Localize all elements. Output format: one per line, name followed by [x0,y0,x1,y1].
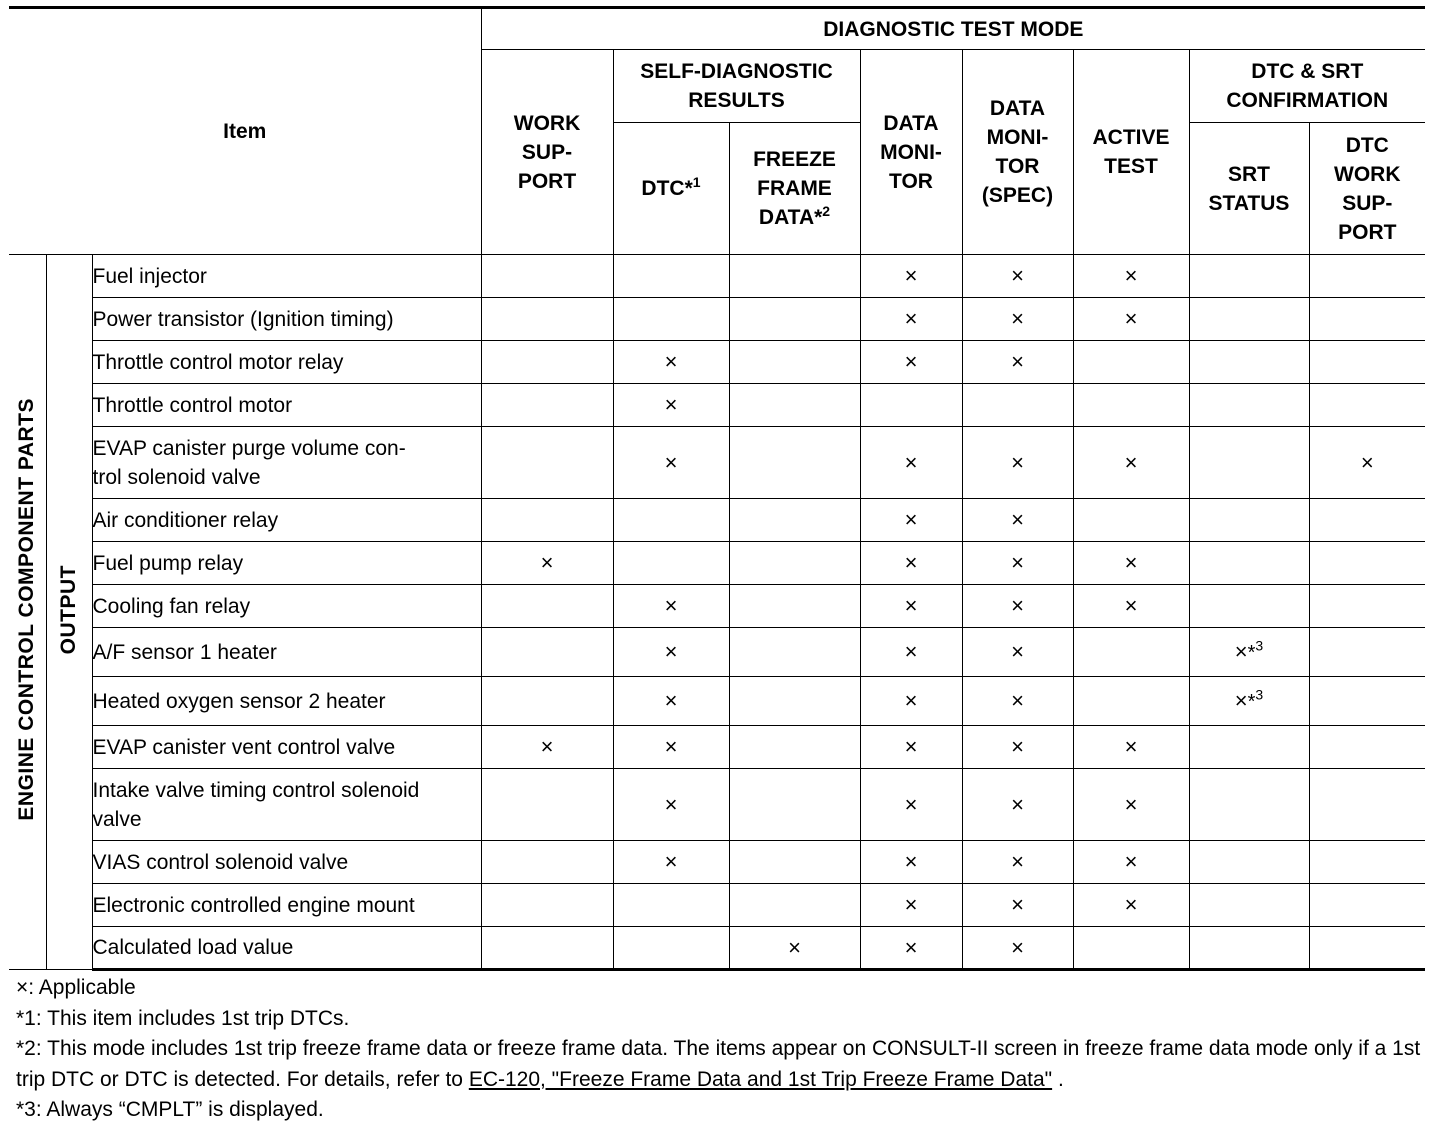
header-diagnostic-test-mode: DIAGNOSTIC TEST MODE [481,8,1425,50]
applicable-mark: × [1011,688,1024,713]
mark-cell [613,542,729,585]
mark-cell [962,255,1073,298]
mark-cell [613,384,729,427]
applicable-mark: × [904,263,918,288]
applicable-mark: × [1124,449,1138,475]
mark-cell [860,384,962,427]
applicable-mark: × [1011,349,1024,374]
applicable-mark: × [1011,791,1024,817]
item-name: Calculated load value [92,927,481,970]
mark-cell [962,298,1073,341]
mark-cell [729,341,860,384]
mark-cell [962,427,1073,499]
mark-cell [613,341,729,384]
table-row [9,542,1425,585]
group-label: ENGINE CONTROL COMPONENT PARTS [15,398,39,821]
item-name: Power transistor (Ignition timing) [92,298,481,341]
applicable-mark: × [664,449,678,475]
applicable-mark: × [904,934,918,960]
applicable-mark: × [1124,593,1138,618]
applicable-mark: × [1124,849,1138,874]
diagnostic-test-mode-table [9,6,1425,971]
table-row [9,769,1425,841]
applicable-mark: × [1011,263,1024,288]
applicable-mark: × [904,306,918,331]
applicable-mark: × [540,550,554,575]
mark-cell [1309,499,1425,542]
applicable-mark: × [904,892,918,917]
header-data-monitor-spec: DATA MONI- TOR (SPEC) [962,50,1073,255]
mark-cell [613,841,729,884]
applicable-mark: × [664,849,678,874]
mark-cell [613,298,729,341]
mark-cell [481,298,613,341]
item-name: Cooling fan relay [92,585,481,628]
mark-cell [962,884,1073,927]
applicable-mark: × [1011,449,1024,475]
subgroup-label: OUTPUT [57,564,80,655]
mark-cell [481,841,613,884]
applicable-mark: × [664,593,678,618]
mark-cell [1309,769,1425,841]
header-work-support: WORK SUP- PORT [481,50,613,255]
note-1: *1: This item includes 1st trip DTCs. [16,1006,350,1030]
table-row [9,298,1425,341]
mark-cell [729,769,860,841]
item-name: Air conditioner relay [92,499,481,542]
mark-cell [1073,726,1189,769]
header-data-monitor: DATA MONI- TOR [860,50,962,255]
mark-cell [860,726,962,769]
item-name: EVAP canister purge volume con- trol solenoid valve [92,427,481,499]
mark-cell [1073,298,1189,341]
table-row [9,677,1425,726]
mark-cell [1189,384,1309,427]
header-srt-status: SRT STATUS [1189,123,1309,255]
applicable-mark: × [664,734,678,759]
mark-cell [1073,585,1189,628]
applicable-mark: × [540,734,554,759]
mark-cell [481,255,613,298]
table-row [9,255,1425,298]
note-2: *2: This mode includes 1st trip freeze frame data or freeze frame data. The items appear on CONSULT-II screen in freeze frame data mode only if a 1st trip DTC or DTC is detected. For details, refer to EC-120, "Freeze Frame Data and 1st Trip Freeze Frame Data" . [16,1037,1421,1091]
table-row [9,884,1425,927]
mark-cell [1189,427,1309,499]
table-body [9,255,1425,970]
mark-cell [962,927,1073,970]
mark-cell [962,384,1073,427]
mark-cell [1073,841,1189,884]
mark-cell [860,677,962,726]
mark-cell [1189,769,1309,841]
header-freeze-frame-data: FREEZE FRAME DATA*$^2$ [729,123,860,255]
mark-cell [860,341,962,384]
mark-cell [1073,884,1189,927]
item-name: VIAS control solenoid valve [92,841,481,884]
mark-cell [860,628,962,677]
table-row [9,499,1425,542]
applicable-mark: × [1234,639,1248,664]
mark-cell [962,542,1073,585]
mark-cell [481,585,613,628]
item-name: EVAP canister vent control valve [92,726,481,769]
mark-cell [860,769,962,841]
mark-cell [1309,841,1425,884]
mark-cell [729,384,860,427]
mark-cell [1309,884,1425,927]
applicable-mark: × [904,349,918,374]
mark-cell [729,677,860,726]
mark-cell [613,927,729,970]
mark-cell [962,628,1073,677]
table-row [9,628,1425,677]
mark-cell [860,427,962,499]
mark-cell [1189,841,1309,884]
header-dtc-srt-confirmation: DTC & SRT CONFIRMATION [1189,50,1425,123]
mark-cell [729,542,860,585]
mark-cell [613,677,729,726]
mark-cell [962,726,1073,769]
mark-cell [729,841,860,884]
applicable-mark: × [904,507,918,532]
mark-cell [729,585,860,628]
table-row [9,841,1425,884]
mark-cell [481,769,613,841]
mark-cell [613,585,729,628]
applicable-mark: × [1124,734,1138,759]
subgroup-label-cell [46,255,92,970]
applicable-mark: × [1011,892,1024,917]
mark-cell [481,341,613,384]
diagnostic-table-container [9,6,1425,971]
ec-120-link[interactable]: EC-120, "Freeze Frame Data and 1st Trip Freeze Frame Data" [468,1067,1053,1091]
applicable-mark: × [1124,263,1138,288]
mark-cell [1073,927,1189,970]
item-name: Throttle control motor relay [92,341,481,384]
mark-cell [1189,341,1309,384]
mark-cell [962,585,1073,628]
applicable-mark: × [1124,892,1138,917]
mark-cell: ×*$^3$ [1189,628,1309,677]
header-active-test: ACTIVE TEST [1073,50,1189,255]
header-item: Item [9,8,481,255]
group-label-cell [9,255,46,970]
mark-cell [1073,769,1189,841]
item-name: Fuel pump relay [92,542,481,585]
applicable-mark: × [1124,791,1138,817]
mark-cell [729,628,860,677]
applicable-mark: × [1124,306,1138,331]
applicable-mark: × [1011,593,1024,618]
applicable-mark: × [664,688,678,713]
header-dtc: DTC*$^1$ [613,123,729,255]
mark-cell [1073,341,1189,384]
mark-cell [729,927,860,970]
mark-cell [613,427,729,499]
header-dtc-work-support: DTC WORK SUP- PORT [1309,123,1425,255]
applicable-mark: × [664,349,678,374]
mark-cell [962,677,1073,726]
mark-cell [1189,884,1309,927]
mark-cell [962,499,1073,542]
mark-cell [613,726,729,769]
mark-cell [1309,542,1425,585]
applicable-mark: × [904,849,918,874]
mark-cell [729,255,860,298]
applicable-mark: × [904,734,918,759]
mark-cell [1189,927,1309,970]
applicable-mark: × [1011,550,1024,575]
table-row [9,384,1425,427]
mark-cell [613,884,729,927]
mark-cell [1309,726,1425,769]
mark-cell [1309,927,1425,970]
mark-cell [962,841,1073,884]
mark-cell [860,884,962,927]
applicable-mark: × [904,550,918,575]
applicable-mark: × [1234,688,1248,713]
mark-cell [481,384,613,427]
mark-cell [1073,542,1189,585]
mark-cell [1309,298,1425,341]
table-row [9,585,1425,628]
mark-cell [481,884,613,927]
table-row [9,726,1425,769]
mark-cell [860,927,962,970]
applicable-mark: × [904,449,918,475]
table-row [9,341,1425,384]
header-self-diagnostic-results: SELF-DIAGNOSTIC RESULTS [613,50,860,123]
mark-cell [1073,677,1189,726]
item-name: Electronic controlled engine mount [92,884,481,927]
mark-cell [481,628,613,677]
mark-cell [1073,499,1189,542]
mark-cell [962,341,1073,384]
mark-cell [613,499,729,542]
mark-cell [1309,585,1425,628]
mark-cell [729,884,860,927]
applicable-mark: × [904,593,918,618]
mark-cell [1309,427,1425,499]
mark-cell [1189,726,1309,769]
applicable-mark: × [1011,507,1024,532]
mark-cell [1309,255,1425,298]
mark-cell [860,585,962,628]
mark-cell [860,841,962,884]
mark-cell [1189,298,1309,341]
mark-cell: ×*$^3$ [1189,677,1309,726]
note-applicable: ×: Applicable [16,976,136,999]
table-row [9,427,1425,499]
applicable-mark: × [1124,550,1138,575]
mark-cell [1309,628,1425,677]
item-name: Throttle control motor [92,384,481,427]
mark-cell [962,769,1073,841]
applicable-mark: × [788,934,801,960]
mark-cell [1073,427,1189,499]
mark-cell [613,628,729,677]
mark-cell [729,298,860,341]
applicable-mark: × [904,791,918,817]
mark-cell [1189,585,1309,628]
note-3: *3: Always “CMPLT” is displayed. [16,1098,324,1121]
mark-cell [1189,542,1309,585]
applicable-mark: × [904,639,918,664]
mark-cell [729,499,860,542]
applicable-mark: × [664,639,678,664]
mark-cell [481,427,613,499]
mark-cell [613,255,729,298]
mark-cell [1309,384,1425,427]
item-name: A/F sensor 1 heater [92,628,481,677]
mark-cell [860,298,962,341]
applicable-mark: × [1011,849,1024,874]
applicable-mark: × [1011,306,1024,331]
mark-cell [1073,628,1189,677]
applicable-mark: × [1011,934,1024,960]
mark-cell [860,499,962,542]
item-name: Intake valve timing control solenoid valve [92,769,481,841]
mark-cell [1189,255,1309,298]
footnotes [16,973,1426,1126]
mark-cell [481,677,613,726]
mark-cell [1189,499,1309,542]
mark-cell [1073,255,1189,298]
applicable-mark: × [1360,449,1374,475]
applicable-mark: × [1011,734,1024,759]
mark-cell [481,927,613,970]
mark-cell [481,499,613,542]
item-name: Fuel injector [92,255,481,298]
applicable-mark: × [1011,639,1024,664]
mark-cell [481,542,613,585]
mark-cell [860,542,962,585]
mark-cell [1309,677,1425,726]
applicable-mark: × [904,688,918,713]
applicable-mark: × [664,791,678,817]
mark-cell [729,726,860,769]
mark-cell [729,427,860,499]
item-name: Heated oxygen sensor 2 heater [92,677,481,726]
applicable-mark: × [664,392,678,417]
mark-cell [613,769,729,841]
mark-cell [481,726,613,769]
mark-cell [1309,341,1425,384]
table-row [9,927,1425,970]
mark-cell [860,255,962,298]
mark-cell [1073,384,1189,427]
